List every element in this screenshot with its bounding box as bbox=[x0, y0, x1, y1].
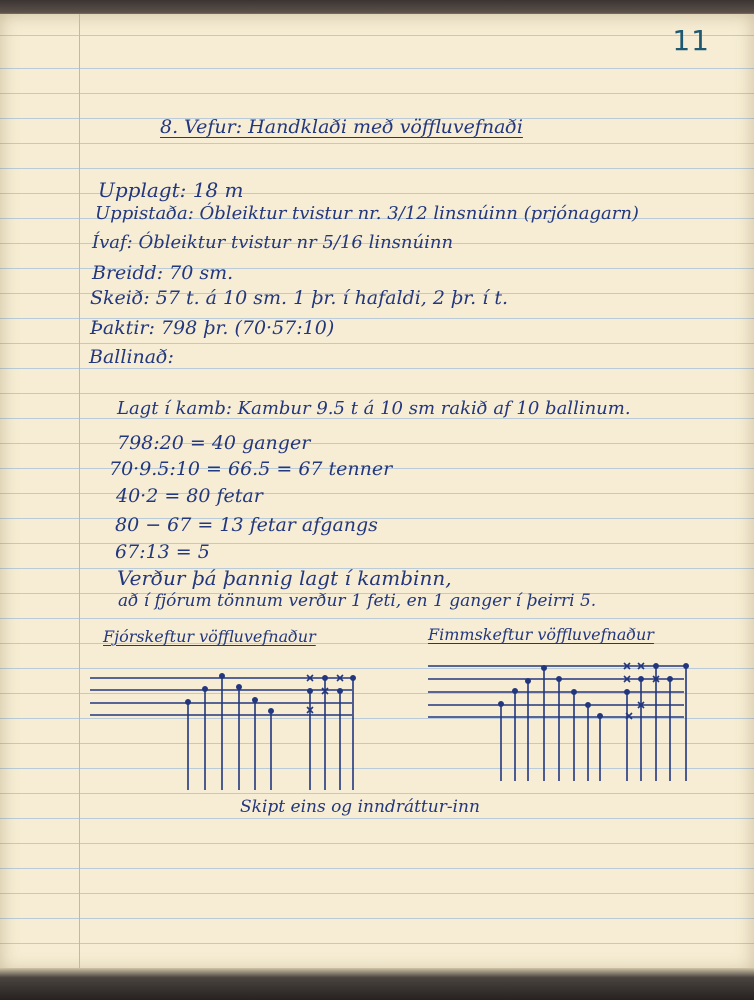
heddle-dot bbox=[557, 677, 561, 681]
heddle-dot bbox=[654, 664, 658, 668]
heddle-dot bbox=[237, 685, 241, 689]
diagram-caption: Skipt eins og inndráttur-inn bbox=[240, 797, 480, 817]
calc-line-2: 70·9.5:10 = 66.5 = 67 tenner bbox=[109, 458, 393, 480]
heddle-dot bbox=[269, 709, 273, 713]
heddle-dot bbox=[323, 676, 327, 680]
calc-line-1: 798:20 = 40 ganger bbox=[117, 432, 311, 454]
calc-line-4: 80 − 67 = 13 fetar afgangs bbox=[115, 514, 378, 536]
heddle-dot bbox=[586, 703, 590, 707]
text-line-verdur: Verður þá þannig lagt í kambinn, bbox=[117, 566, 452, 590]
heddle-dot bbox=[639, 677, 643, 681]
text-line-ivaf: Ívaf: Óbleiktur tvistur nr 5/16 linsnúinn bbox=[92, 232, 454, 253]
calc-line-3: 40·2 = 80 fetar bbox=[116, 485, 263, 507]
heddle-dot bbox=[684, 664, 688, 668]
text-line-upplagt: Upplagt: 18 m bbox=[98, 178, 244, 202]
heddle-dot bbox=[499, 702, 503, 706]
heddle-dot bbox=[351, 676, 355, 680]
heddle-dot bbox=[203, 687, 207, 691]
five-shaft-threading-diagram bbox=[428, 663, 688, 781]
calc-line-5: 67:13 = 5 bbox=[115, 541, 210, 563]
heddle-dot bbox=[572, 690, 576, 694]
page-number: 11 bbox=[672, 24, 710, 57]
heddle-dot bbox=[308, 689, 312, 693]
text-line-uppistada: Uppistaða: Óbleiktur tvistur nr. 3/12 linsnúinn (prjónagarn) bbox=[95, 203, 639, 224]
page-title: 8. Vefur: Handklaði með vöffluvefnaði bbox=[160, 116, 523, 138]
diagram-label-four-shaft: Fjórskeftur vöffluvefnaður bbox=[103, 627, 316, 646]
text-line-ballinad: Ballinað: bbox=[89, 346, 174, 368]
heddle-dot bbox=[220, 674, 224, 678]
heddle-dot bbox=[186, 700, 190, 704]
text-line-ad-i-fjorum: að í fjórum tönnum verður 1 feti, en 1 ganger í þeirri 5. bbox=[118, 591, 597, 611]
heddle-dot bbox=[338, 689, 342, 693]
text-line-skeid: Skeið: 57 t. á 10 sm. 1 þr. í hafaldi, 2 þr. í t. bbox=[90, 287, 509, 309]
text-line-lagt-i-kamb: Lagt í kamb: Kambur 9.5 t á 10 sm rakið af 10 ballinum. bbox=[117, 398, 631, 419]
text-line-breidd: Breidd: 70 sm. bbox=[92, 262, 234, 284]
four-shaft-threading-diagram bbox=[90, 674, 355, 790]
diagram-label-five-shaft: Fimmskeftur vöffluvefnaður bbox=[428, 625, 654, 644]
heddle-dot bbox=[253, 698, 257, 702]
heddle-dot bbox=[625, 690, 629, 694]
heddle-dot bbox=[598, 714, 602, 718]
heddle-dot bbox=[542, 666, 546, 670]
heddle-dot bbox=[526, 679, 530, 683]
text-line-thaktir: Þaktir: 798 þr. (70·57:10) bbox=[90, 317, 335, 339]
heddle-dot bbox=[668, 677, 672, 681]
heddle-dot bbox=[513, 689, 517, 693]
